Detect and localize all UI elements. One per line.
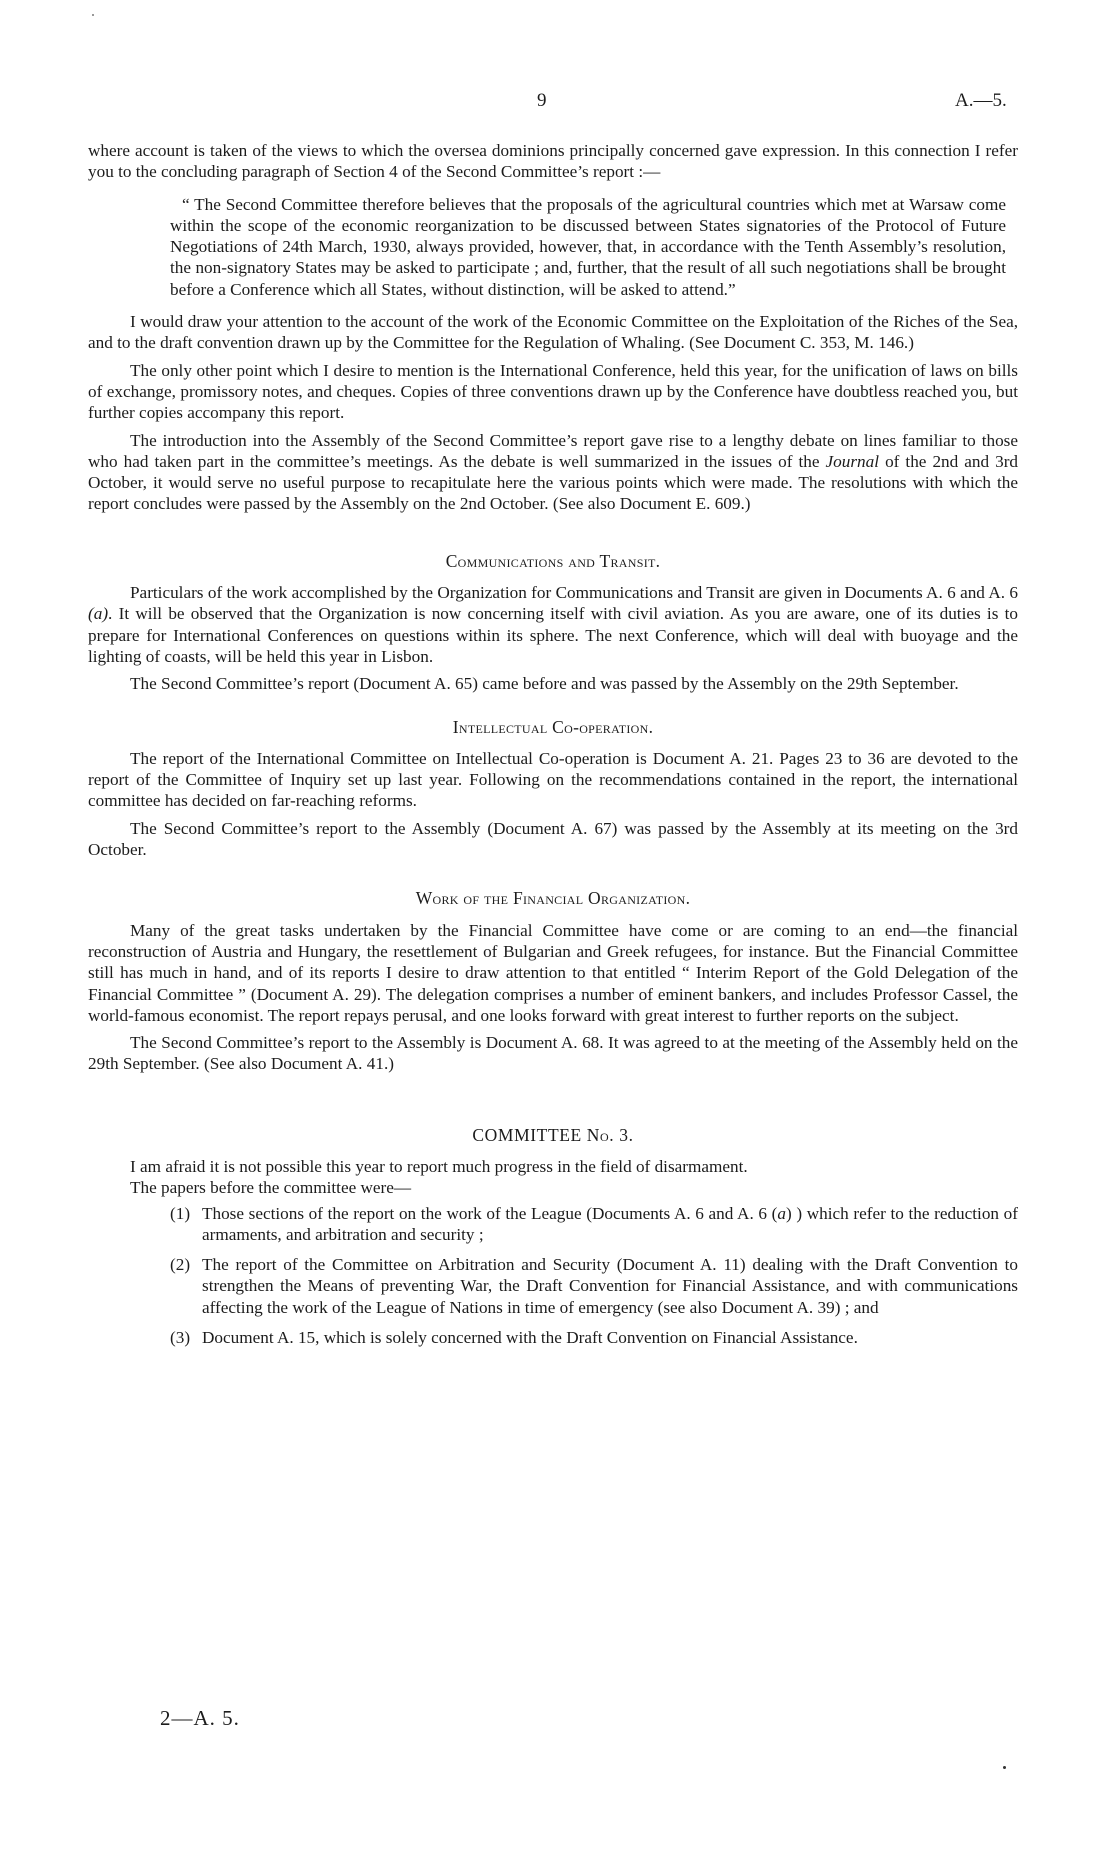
- paragraph-continuation: where account is taken of the views to which the oversea dominions principally concerned gave expression. In this connection I refer you to the concluding paragraph of Section 4 of the Second Committee’s report :—: [88, 141, 1018, 182]
- list-item: [170, 1254, 1018, 1318]
- document-reference: A.—5.: [955, 90, 1007, 111]
- list-item-text: The report of the Committee on Arbitration and Security (Document A. 11) dealing with the Draft Convention to strengthen the Means of preventing War, the Draft Convention for Financial Assistance, and with communications affecting the work of the League of Nations in time of emergency (see also Document A. 39) ; and: [202, 1255, 1018, 1317]
- list-item-number: (1): [170, 1203, 191, 1223]
- papers-list: [170, 1203, 1018, 1349]
- list-item-number: (3): [170, 1328, 191, 1348]
- list-item: [170, 1203, 1018, 1246]
- paragraph-whaling: I would draw your attention to the account of the work of the Economic Committee on the Exploitation of the Riches of the Sea, and to the draft convention drawn up by the Committee for the Regulation of Whaling. (See Document C. 353, M. 146.): [88, 312, 1018, 353]
- debate-text-1: The introduction into the Assembly of the Second Committee’s report gave rise to a lengthy debate on lines familiar to those who had taken part in the committee’s meetings. As the debate is well summarized in the issues of the: [88, 430, 1018, 471]
- paragraph-disarmament: I am afraid it is not possible this year to report much progress in the field of disarmament.: [130, 1156, 748, 1176]
- scan-speck: [92, 14, 94, 16]
- paragraph-papers-before: The papers before the committee were—: [130, 1178, 412, 1198]
- page-body: [88, 140, 1018, 1357]
- communications-text-1: Particulars of the work accomplished by the Organization for Communications and Transit are given in Documents A. 6 and A. 6: [130, 583, 1018, 603]
- list-item-text: Document A. 15, which is solely concerned with the Draft Convention on Financial Assistance.: [202, 1328, 858, 1348]
- list-item-text-end: ) ) which refer to the reduction of armaments, and arbitration and security ;: [202, 1203, 1018, 1244]
- paragraph-debate: [88, 430, 1018, 515]
- paragraph-financial-report: The Second Committee’s report to the Assembly is Document A. 68. It was agreed to at the meeting of the Assembly held on the 29th September. (See also Document A. 41.): [88, 1033, 1018, 1074]
- paragraph-bills-of-exchange: The only other point which I desire to mention is the International Conference, held this year, for the unification of laws on bills of exchange, promissory notes, and cheques. Copies of three conventions drawn up by the Conference have doubtless reached you, but further copies accompany this report.: [88, 360, 1018, 423]
- communications-text-2: . It will be observed that the Organization is now concerning itself with civil aviation. As you are aware, one of its duties is to prepare for International Conferences on questions within its sphere. The next Conference, which will deal with buoyage and the lighting of coasts, will be held this year in Lisbon.: [88, 604, 1018, 666]
- journal-title: Journal: [825, 451, 880, 471]
- debate-text-2: of the 2nd and 3rd October, it would serve no useful purpose to recapitulate here the various points which were made. The resolutions with which the report concludes were passed by the Assembly on the 2nd October. (See also Document E. 609.): [88, 451, 1019, 514]
- heading-intellectual-cooperation: Intellectual Co-operation.: [452, 716, 654, 737]
- heading-committee-3: COMMITTEE No. 3.: [472, 1124, 634, 1145]
- paragraph-intellectual-report: The Second Committee’s report to the Assembly (Document A. 67) was passed by the Assembly at its meeting on the 3rd October.: [88, 818, 1018, 860]
- list-item-text: Those sections of the report on the work of the League (Documents A. 6 and A. 6 (: [202, 1203, 778, 1223]
- heading-financial-organization: Work of the Financial Organization.: [415, 888, 691, 909]
- scan-dot: [1003, 1766, 1006, 1769]
- paragraph-intellectual: The report of the International Committee on Intellectual Co-operation is Document A. 21. Pages 23 to 36 are devoted to the report of the Committee of Inquiry set up last year. Following on the recommendations contained in the report, the international committee has decided on far-reaching reforms.: [88, 748, 1018, 811]
- list-item: [170, 1327, 1018, 1348]
- page-number: 9: [537, 90, 547, 111]
- page-header: [0, 90, 1114, 114]
- paragraph-communications-report: The Second Committee’s report (Document A. 65) came before and was passed by the Assembly on the 29th September.: [130, 674, 959, 694]
- heading-communications-transit: Communications and Transit.: [445, 550, 661, 571]
- paragraph-communications: [88, 582, 1018, 667]
- list-item-number: (2): [170, 1255, 191, 1275]
- list-item-italic: a: [777, 1203, 786, 1223]
- signature-reference: 2—A. 5.: [160, 1706, 240, 1730]
- paragraph-financial: Many of the great tasks undertaken by the Financial Committee have come or are coming to an end—the financial reconstruction of Austria and Hungary, the resettlement of Bulgarian and Greek refugees, for instance. But the Financial Committee still has much in hand, and of its reports I desire to draw attention to that entitled “ Interim Report of the Gold Delegation of the Financial Committee ” (Document A. 29). The delegation comprises a number of eminent bankers, and includes Professor Cassel, the world-famous economist. The report repays perusal, and one looks forward with great interest to further reports on the subject.: [88, 920, 1018, 1025]
- quoted-passage: “ The Second Committee therefore believes that the proposals of the agricultural countries which met at Warsaw come within the scope of the economic reorganization to be discussed between States signatories of the Protocol of Future Negotiations of 24th March, 1930, always provided, however, that, in accordance with the Tenth Assembly’s resolution, the non-signatory States may be asked to participate ; and, further, that the result of all such negotiations shall be brought before a Conference which all States, without distinction, will be asked to attend.”: [170, 194, 1006, 299]
- communications-a-ref: (a): [88, 604, 109, 624]
